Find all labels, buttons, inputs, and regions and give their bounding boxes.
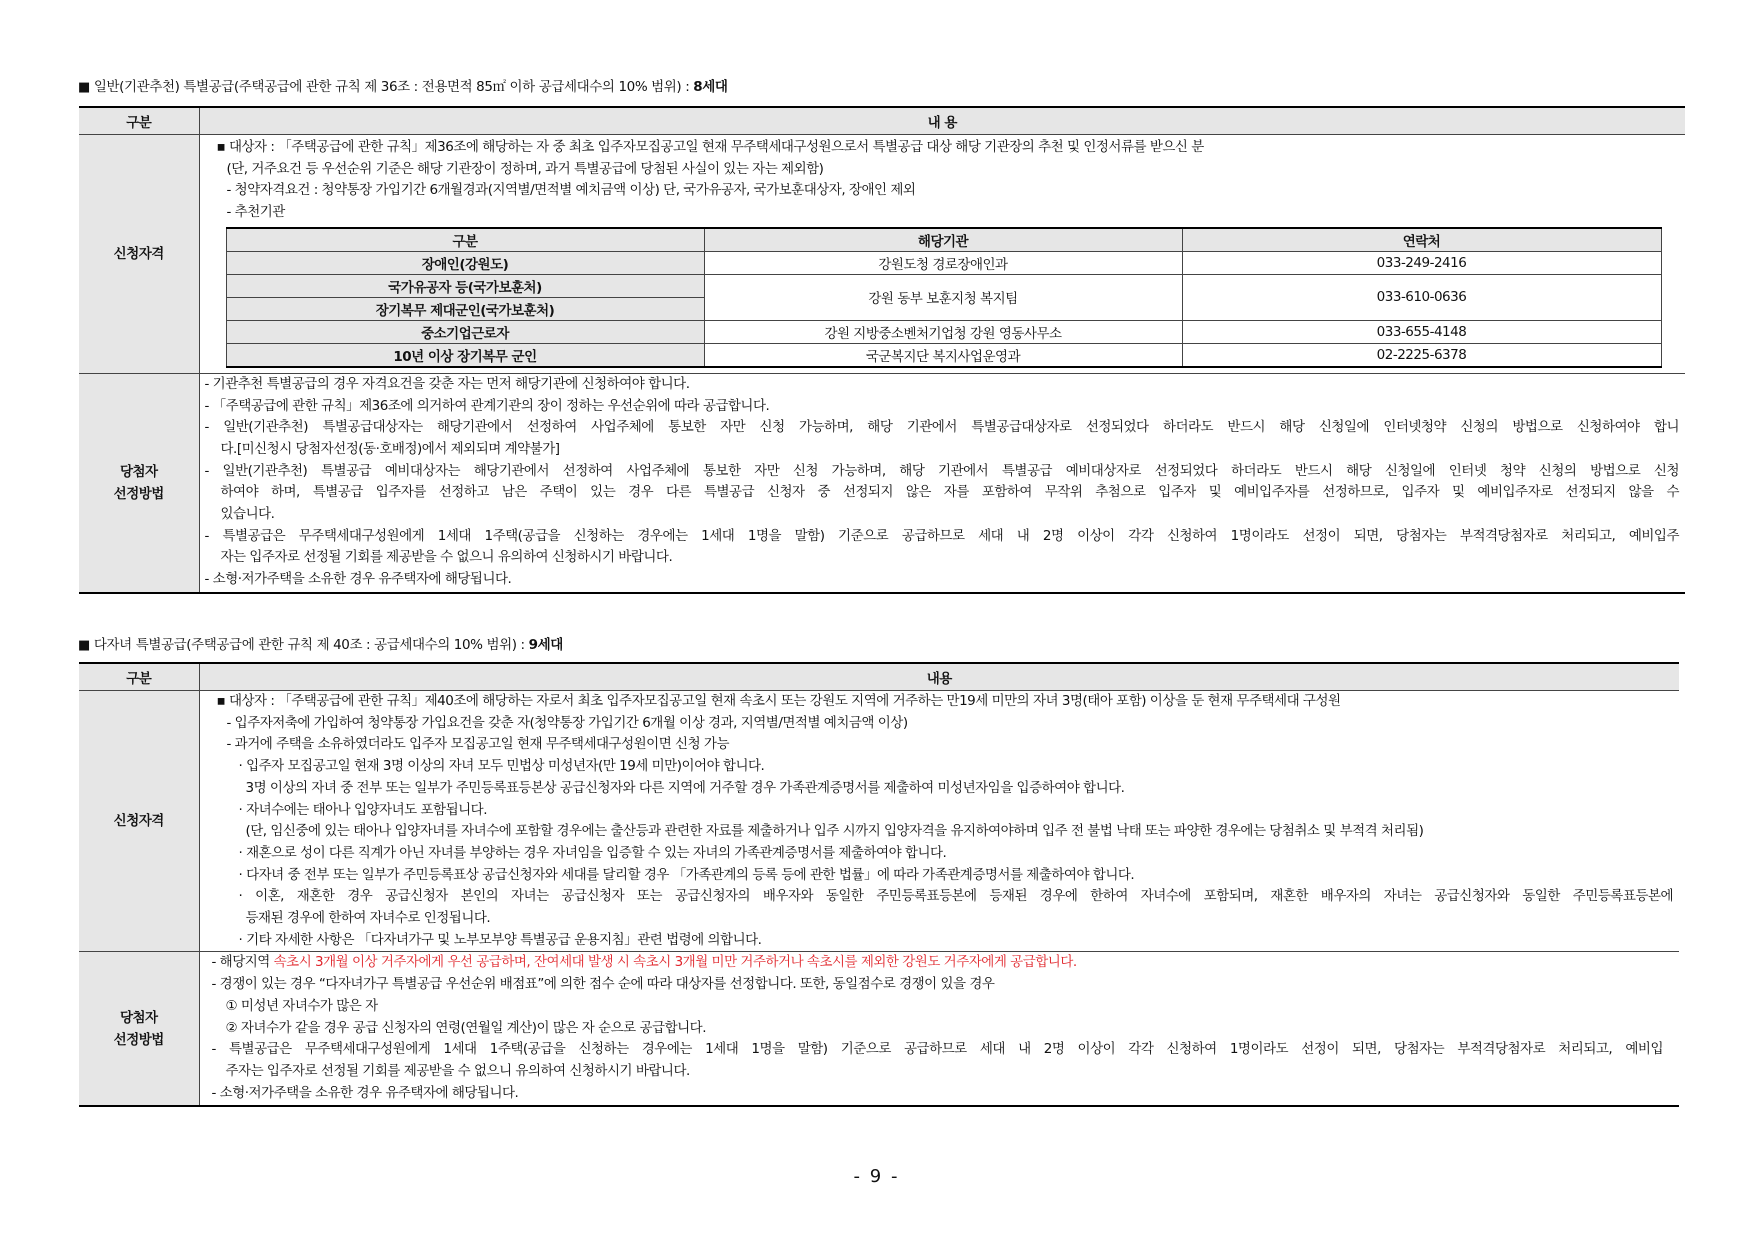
qual-line: - 추천기관 — [226, 204, 285, 221]
qual-line: · 다자녀 중 전부 또는 일부가 주민등록표상 공급신청자와 세대를 달리할 경우 「가족관계의 등록 등에 관한 법률」에 따라 가족관계증명서를 제출하여야 합니다. — [238, 866, 1135, 883]
qual-line: 3명 이상의 자녀 중 전부 또는 일부가 주민등록표등본상 공급신청자와 다른 지역에 거주할 경우 가족관계증명서를 제출하여 미성년자임을 입증하여야 합니다. — [245, 779, 1125, 796]
qual-line: (단, 임신중에 있는 태아나 입양자녀를 자녀수에 포함할 경우에는 출산등과 관련한 자료를 제출하거나 입주 시까지 입양자격을 유지하여야하며 입주 전 불법 낙태 또는 파양한 경우에는 당첨취소 및 부적격 처리됨) — [245, 823, 1424, 840]
section1-title — [78, 75, 728, 95]
qual-line: · 재혼으로 성이 다른 직계가 아닌 자녀를 부양하는 경우 자녀임을 입증할 수 있는 자녀의 가족관계증명서를 제출하여야 합니다. — [238, 844, 947, 861]
agency-row-agency: 강원 동부 보훈지청 복지팀 — [704, 274, 1182, 320]
section2-title-count: 9세대 — [528, 637, 563, 653]
agency-row-contact: 033-249-2416 — [1182, 251, 1661, 274]
method-line: ① 미성년 자녀수가 많은 자 — [225, 997, 378, 1014]
method-line: 하여야 하며, 특별공급 입주자를 선정하고 남은 주택이 있는 경우 다른 특별공급 신청자 중 선정되지 않은 자를 포함하여 무작위 추첨으로 입주자 및 예비입주자를 선정하므로, 입주자 및 예비입주자로 선정되지 않을 수 — [220, 484, 1679, 501]
method-line: - 일반(기관추천) 특별공급 예비대상자는 해당기관에서 선정하여 사업주체에 통보한 자만 신청 가능하며, 해당 기관에서 특별공급 예비대상자로 선정되었다 하더라도 반드시 해당 신청일에 인터넷 청약 신청의 방법으로 신청 — [204, 462, 1679, 479]
qualification-content — [199, 135, 1685, 374]
qualification-label — [79, 691, 199, 952]
qualification-label-text: 신청자격 — [113, 245, 164, 262]
method-line: 있습니다. — [220, 506, 275, 523]
section2-title-text: 다자녀 특별공급(주택공급에 관한 규칙 제 40조 : 공급세대수의 10% 범위) : — [93, 637, 529, 653]
agency-table — [226, 227, 1662, 368]
agency-header-contact: 연락처 — [1182, 228, 1661, 252]
selection-label-line: 당첨자 — [119, 463, 158, 480]
qual-line: · 기타 자세한 사항은 「다자녀가구 및 노부모부양 특별공급 운용지침」관련 법령에 의합니다. — [238, 931, 762, 948]
agency-row-agency: 강원 지방중소벤처기업청 강원 영동사무소 — [704, 320, 1182, 343]
selection-method-label — [79, 373, 199, 593]
agency-header-category: 구분 — [226, 228, 704, 252]
square-bullet-icon: ■ — [78, 80, 90, 95]
method-highlight-red: 속초시 3개월 이상 거주자에게 우선 공급하며, 잔여세대 발생 시 속초시 3개월 미만 거주하거나 속초시를 제외한 강원도 거주자에게 공급합니다. — [273, 954, 1077, 971]
qual-line: - 청약자격요건 : 청약통장 가입기간 6개월경과(지역별/면적별 예치금액 이상) 단, 국가유공자, 국가보훈대상자, 장애인 제외 — [226, 182, 916, 199]
method-line: - 소형·저가주택을 소유한 경우 유주택자에 해당됩니다. — [211, 1084, 519, 1101]
agency-row-contact: 02-2225-6378 — [1182, 343, 1661, 367]
header-content: 내 용 — [199, 107, 1685, 135]
qual-line: 등재된 경우에 한하여 자녀수로 인정됩니다. — [245, 910, 491, 927]
agency-row-category: 국가유공자 등(국가보훈처) — [226, 274, 704, 297]
qual-line: · 자녀수에는 태아나 입양자녀도 포함됩니다. — [238, 801, 487, 818]
qual-line: · 입주자 모집공고일 현재 3명 이상의 자녀 모두 민법상 미성년자(만 19세 미만)이어야 합니다. — [238, 758, 765, 775]
qual-line: ▪ 대상자 : 「주택공급에 관한 규칙」제36조에 해당하는 자 중 최초 입주자모집공고일 현재 무주택세대구성원으로서 특별공급 대상 해당 기관장의 추천 및 인정서류를 받으신 분 — [216, 139, 1204, 155]
method-line: - 「주택공급에 관한 규칙」제36조에 의거하여 관계기관의 장이 정하는 우선순위에 따라 공급합니다. — [204, 397, 770, 414]
header-content: 내용 — [199, 663, 1679, 691]
agency-row-category: 장애인(강원도) — [226, 251, 704, 274]
qual-line: ▪ 대상자 : 「주택공급에 관한 규칙」제40조에 해당하는 자로서 최초 입주자모집공고일 현재 속초시 또는 강원도 지역에 거주하는 만19세 미만의 자녀 3명(태아 포함) 이상을 둔 현재 무주택세대 구성원 — [216, 693, 1341, 709]
agency-row-category: 장기복무 제대군인(국가보훈처) — [226, 297, 704, 320]
section1-title-count: 8세대 — [693, 79, 728, 95]
agency-row-category: 10년 이상 장기복무 군인 — [226, 343, 704, 367]
method-line: - 소형·저가주택을 소유한 경우 유주택자에 해당됩니다. — [204, 571, 512, 588]
page-number: - 9 - — [853, 1166, 900, 1187]
section2-title — [78, 633, 563, 653]
method-line — [212, 952, 1664, 974]
selection-method-label — [79, 952, 199, 1106]
selection-method-content — [199, 952, 1679, 1106]
method-line: - 기관추천 특별공급의 경우 자격요건을 갖춘 자는 먼저 해당기관에 신청하여야 합니다. — [204, 375, 690, 392]
qual-line: - 입주자저축에 가입하여 청약통장 가입요건을 갖춘 자(청약통장 가입기간 6개월 이상 경과, 지역별/면적별 예치금액 이상) — [226, 714, 908, 731]
method-line: - 일반(기관추천) 특별공급대상자는 해당기관에서 선정하여 사업주체에 통보한 자만 신청 가능하며, 해당 기관에서 특별공급대상자로 선정되었다 하더라도 반드시 해당 신청일에 인터넷청약 신청의 방법으로 신청하여야 합니 — [204, 419, 1679, 436]
selection-label-line: 선정방법 — [113, 1031, 164, 1048]
qualification-label — [79, 135, 199, 374]
header-category: 구분 — [79, 107, 199, 135]
agency-row-contact: 033-610-0636 — [1182, 274, 1661, 320]
method-prefix: - 해당지역 — [211, 954, 274, 971]
qualification-content — [199, 691, 1679, 952]
agency-row-contact: 033-655-4148 — [1182, 320, 1661, 343]
method-line: 주자는 입주자로 선정될 기회를 제공받을 수 없으니 유의하여 신청하시기 바랍니다. — [225, 1062, 690, 1079]
square-bullet-icon: ■ — [78, 638, 90, 653]
agency-row-category: 중소기업근로자 — [226, 320, 704, 343]
selection-label-line: 선정방법 — [113, 485, 164, 502]
qual-line: · 이혼, 재혼한 경우 공급신청자 본인의 자녀는 공급신청자 또는 공급신청자의 배우자와 동일한 주민등록표등본에 등재된 경우에 한하여 자녀수에 포함되며, 재혼한 배우자의 자녀는 공급신청자와 동일한 주민등록표등본에 — [238, 888, 1673, 905]
agency-header-agency: 해당기관 — [704, 228, 1182, 252]
method-line: - 특별공급은 무주택세대구성원에게 1세대 1주택(공급을 신청하는 경우에는 1세대 1명을 말함) 기준으로 공급하므로 세대 내 2명 이상이 각각 신청하여 1명이라도 선정이 되면, 당첨자는 부적격당첨자로 처리되고, 예비입주 — [204, 527, 1679, 544]
section1-title-text: 일반(기관추천) 특별공급(주택공급에 관한 규칙 제 36조 : 전용면적 85㎡ 이하 공급세대수의 10% 범위) : — [93, 79, 694, 95]
selection-method-content — [199, 373, 1685, 593]
qual-line: (단, 거주요건 등 우선순위 기준은 해당 기관장이 정하며, 과거 특별공급에 당첨된 사실이 있는 자는 제외함) — [226, 160, 824, 177]
method-line: ② 자녀수가 같을 경우 공급 신청자의 연령(연월일 계산)이 많은 자 순으로 공급합니다. — [225, 1019, 706, 1036]
section2-table — [79, 662, 1679, 1107]
method-line: 자는 입주자로 선정될 기회를 제공받을 수 없으니 유의하여 신청하시기 바랍니다. — [220, 549, 673, 566]
method-line: - 특별공급은 무주택세대구성원에게 1세대 1주택(공급을 신청하는 경우에는 1세대 1명을 말함) 기준으로 공급하므로 세대 내 2명 이상이 각각 신청하여 1명이라도 선정이 되면, 당첨자는 부적격당첨자로 처리되고, 예비입 — [211, 1041, 1663, 1058]
qualification-label-text: 신청자격 — [113, 813, 164, 830]
method-line: - 경쟁이 있는 경우 “다자녀가구 특별공급 우선순위 배점표”에 의한 점수 순에 따라 대상자를 선정합니다. 또한, 동일점수로 경쟁이 있을 경우 — [211, 976, 995, 993]
agency-row-agency: 국군복지단 복지사업운영과 — [704, 343, 1182, 367]
qual-line: - 과거에 주택을 소유하였더라도 입주자 모집공고일 현재 무주택세대구성원이면 신청 가능 — [226, 736, 730, 753]
method-line: 다.[미신청시 당첨자선정(동·호배정)에서 제외되며 계약불가] — [220, 440, 560, 457]
selection-label-line: 당첨자 — [119, 1009, 158, 1026]
header-category: 구분 — [79, 663, 199, 691]
agency-row-agency: 강원도청 경로장애인과 — [704, 251, 1182, 274]
section1-table — [79, 106, 1685, 594]
